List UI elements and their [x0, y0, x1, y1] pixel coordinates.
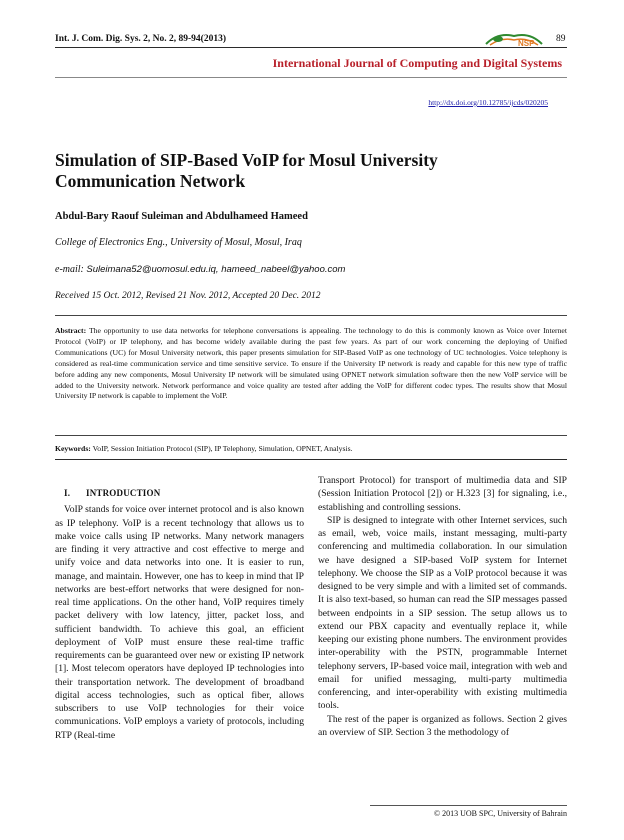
body-paragraph: Transport Protocol) for transport of multimedia data and SIP (Session Initiation Protocol [2]) or H.323 [3] for signaling, i.e., establishing and controlling sessions.: [318, 475, 567, 513]
copyright-footer: © 2013 UOB SPC, University of Bahrain: [434, 809, 567, 818]
affiliation: College of Electronics Eng., University of Mosul, Mosul, Iraq: [55, 237, 302, 248]
journal-rule: [55, 77, 567, 78]
footer-rule: [370, 805, 567, 806]
submission-dates: Received 15 Oct. 2012, Revised 21 Nov. 2012, Accepted 20 Dec. 2012: [55, 291, 321, 301]
body-paragraph: The rest of the paper is organized as follows. Section 2 gives an overview of SIP. Section 3 the methodology of: [318, 713, 567, 738]
email-line: [55, 264, 345, 275]
author-list: Abdul-Bary Raouf Suleiman and Abdulhameed Hameed: [55, 211, 308, 222]
header-rule: [55, 47, 567, 48]
abstract-bottom-rule: [55, 435, 567, 436]
keywords: [55, 444, 353, 453]
keywords-rule: [55, 459, 567, 460]
abstract-text: The opportunity to use data networks for telephone conversations is appealing. The technology to do this is commonly known as Voice over Internet Protocol (VoIP) or IP telephony, and has become widely available during the past few years. As part of our work concerning the deploying of Unified Communications (UC) for Mosul University network, this paper presents simulation for SIP-Based VoIP as one technology of UC technologies. Voice telephony is considered as real-time communication service and time sensitive service. To ensure if the University IP network is ready and capable for this new type of traffic before adding any new components, Mosul University IP network will be simulated using OPNET network simulation software then the new VoIP service will be added to the University network. Network performance and voice quality are tested after adding the VoIP for different codec types. The results show that Mosul University IP network is capable to implement the VoIP.: [55, 326, 567, 401]
abstract-top-rule: [55, 315, 567, 316]
section-title: INTRODUCTION: [86, 488, 161, 498]
keywords-label: Keywords:: [55, 444, 91, 453]
journal-name: International Journal of Computing and Digital Systems: [272, 56, 562, 70]
logo-text: NSP: [518, 39, 535, 48]
email-addresses[interactable]: Suleimana52@uomosul.edu.iq, hameed_nabeel@yahoo.com: [86, 264, 346, 275]
body-paragraph: SIP is designed to integrate with other Internet services, such as email, web, voice mails, instant messaging, multi-party conferencing and multimedia collaboration. In our simulation we have designed a SIP-based VoIP system for Internet telephony. We choose the SIP as a VoIP protocol because it was designed to be very simple and with a limited set of commands. It is also text-based, so human can read the SIP messages passed between endpoints in a SIP session. The setup allows us to extend our PBX capacity and eventually replace it, while keeping our existing phone numbers. The environment provides inter-operability with the PSTN, programmable Internet telephony servers, IP-based voice mail, integration with web and email for unified messaging, multi-party multimedia conferencing, and inter-operability with existing multimedia tools.: [318, 514, 567, 712]
publisher-logo: [484, 30, 544, 48]
page-number: 89: [556, 34, 566, 44]
keywords-text: VoIP, Session Initiation Protocol (SIP), IP Telephony, Simulation, OPNET, Analysis.: [92, 444, 353, 453]
running-head: Int. J. Com. Dig. Sys. 2, No. 2, 89-94(2013): [55, 34, 226, 44]
abstract: [55, 326, 567, 402]
section-number: I.: [64, 488, 71, 498]
body-column-left: [55, 487, 304, 742]
body-paragraph: VoIP stands for voice over internet protocol and is also known as IP telephony. VoIP is a recent technology that allows us to make voice calls using IP networks. Many network managers are finding it very attractive and cost effective to merge and unify voice and data networks into one. It is easier to run, manage, and maintain. However, one has to keep in mind that IP networks are best-effort networks that were designed for non-real time applications. On the other hand, VoIP requires timely packet delivery with low latency, jitter, packet loss, and sufficient bandwidth. To achieve this goal, an efficient deployment of VoIP must ensure these real-time traffic requirements can be guaranteed over new or existing IP network [1]. Most telecom operators have deployed IP technologies into their transportation network. The development of broadband digital access technologies, such as optical fiber, allows subscribers to use VoIP technologies for their voice communications. VoIP employs a variety of protocols, including RTP (Real-time: [55, 504, 304, 741]
body-column-right: [318, 474, 567, 739]
paper-title: Simulation of SIP-Based VoIP for Mosul University Communication Network: [55, 150, 438, 191]
abstract-label: Abstract:: [55, 326, 87, 335]
email-label: e-mail:: [55, 264, 84, 275]
doi-link[interactable]: http://dx.doi.org/10.12785/ijcds/020205: [428, 98, 548, 107]
section-heading: [55, 487, 304, 500]
